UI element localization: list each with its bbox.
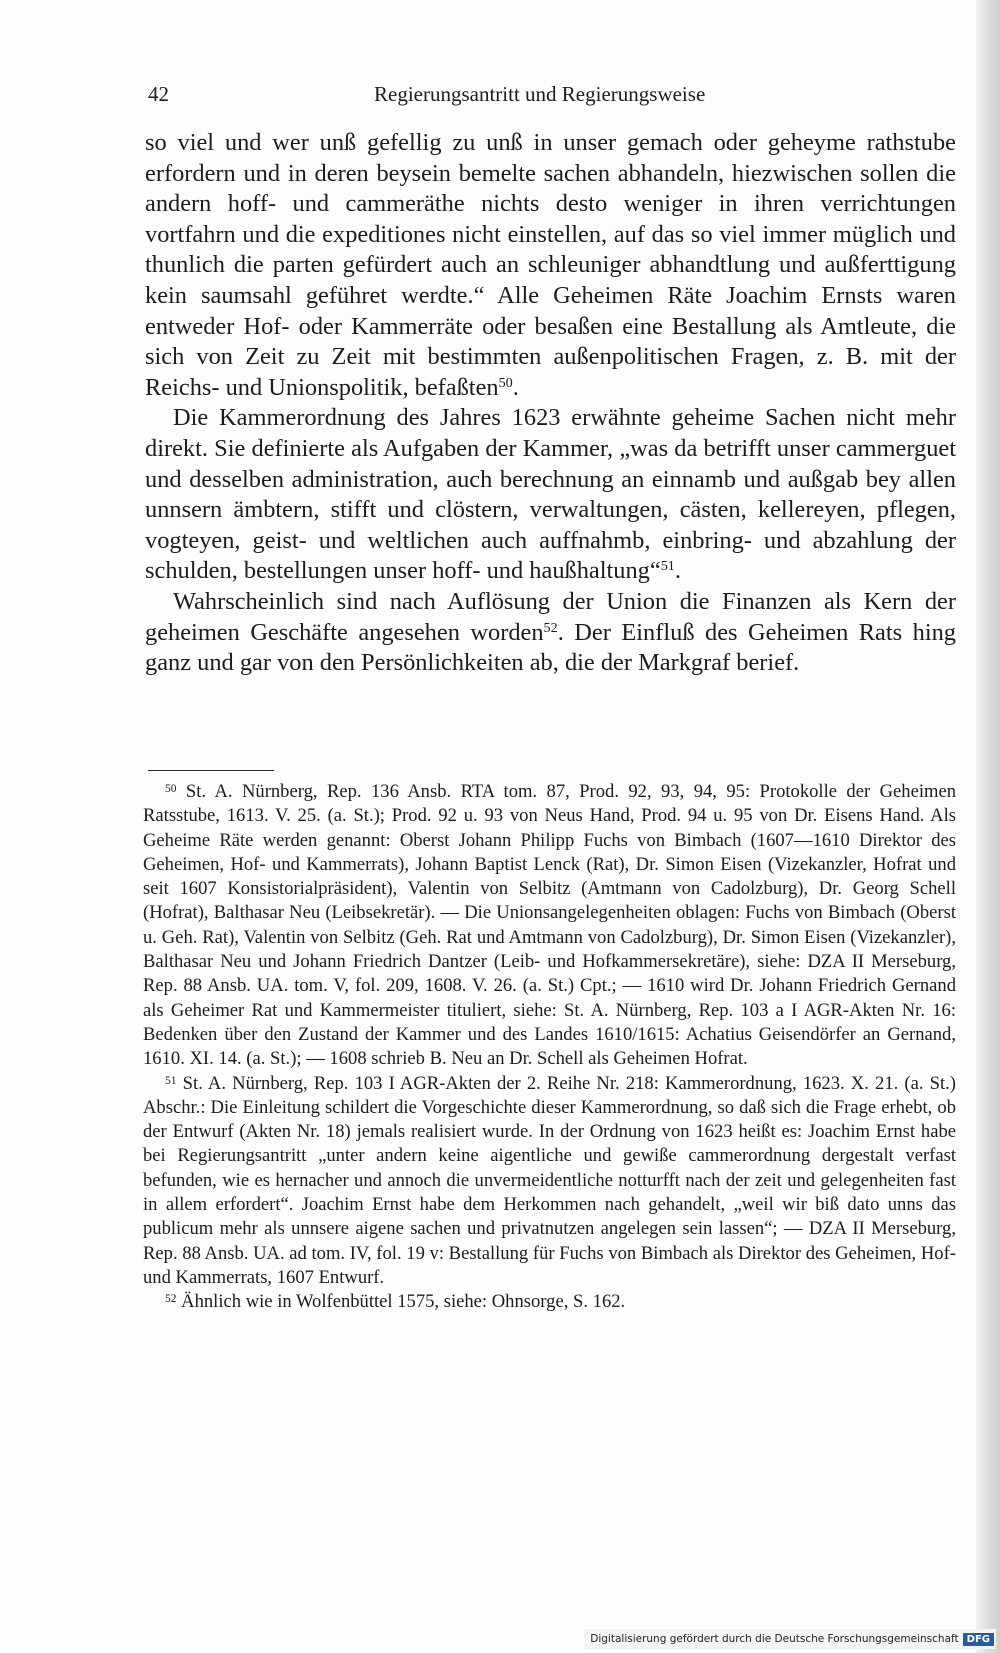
paragraph [145,587,956,679]
paragraph-text: Wahrscheinlich sind nach Auflösung der Union die Finanzen als Kern der geheimen Geschäfte angesehen worden [145,587,956,646]
paragraph-text: so viel und wer unß gefellig zu unß in unser gemach oder geheyme rathstube erfordern und in deren beysein bemelte sachen abhandeln, hiezwischen sollen die andern hoff- und cammeräthe nichts desto weniger in ihren verrichtungen vortfahrn und die expeditiones nicht einstellen, auf das so viel immer müglich und thunlich die parten gefürdert auch an schleuniger abhandtlung und außferttigung kein saumsahl geführet werdte.“ Alle Geheimen Räte Joachim Ernsts waren entweder Hof- oder Kammerräte oder besaßen eine Bestallung als Amtleute, die sich von Zeit zu Zeit mit bestimmten außenpolitischen Fragen, z. B. mit der Reichs- und Unionspolitik, befaßten [145,129,956,401]
paragraph-text: Die Kammerordnung des Jahres 1623 erwähnte geheime Sachen nicht mehr direkt. Sie definierte als Aufgaben der Kammer, „was da betrifft unser cammerguet und desselben administration, auch berechnung an einnamb und außgab bey allen unnsern ämbtern, stifft und clöstern, verwaltungen, cästen, kellereyen, pflegen, vogteyen, geist- und weltlichen auch auffnahmb, einbring- und abzahlung der schulden, bestellungen unser hoff- und haußhaltung“ [145,404,956,585]
footnote [143,1072,956,1291]
paragraph [145,403,956,587]
footnote-text: St. A. Nürnberg, Rep. 136 Ansb. RTA tom. 87, Prod. 92, 93, 94, 95: Protokolle der Geheimen Ratsstube, 1613. V. 25. (a. St.); Prod. 92 u. 93 von Neus Hand, Prod. 94 u. 95 von Dr. Eisens Hand. Als Geheime Räte werden genannt: Oberst Johann Philipp Fuchs von Bimbach (1607—1610 Direktor des Geheimen, Hof- und Kammerrats), Johann Baptist Lenck (Rat), Dr. Simon Eisen (Vizekanzler, Hofrat und seit 1607 Konsistorialpräsident), Valentin von Selbitz (Amtmann von Cadolzburg), Dr. Georg Schell (Hofrat), Balthasar Neu (Leibsekretär). — Die Unionsangelegenheiten oblagen: Fuchs von Bimbach (Oberst u. Geh. Rat), Valentin von Selbitz (Geh. Rat und Amtmann von Cadolzburg), Dr. Simon Eisen (Vizekanzler), Balthasar Neu und Johann Friedrich Dantzer (Leib- und Hofkammersekretäre), siehe: DZA II Merseburg, Rep. 88 Ansb. UA. tom. V, fol. 209, 1608. V. 26. (a. St.) Cpt.; — 1610 wird Dr. Johann Friedrich Gernand als Geheimer Rat und Kammermeister tituliert, siehe: St. A. Nürnberg, Rep. 103 a I AGR-Akten Nr. 16: Bedenken über den Zustand der Kammer und des Landes 1610/1615: Achatius Geisendörfer an Gernand, 1610. XI. 14. (a. St.); — 1608 schrieb B. Neu an Dr. Schell als Geheimen Hofrat. [143,781,956,1070]
credit-text: Digitalisierung gefördert durch die Deutsche Forschungsgemeinschaft [590,1633,959,1645]
page-header [148,82,728,112]
footnote-text: St. A. Nürnberg, Rep. 103 I AGR-Akten der 2. Reihe Nr. 218: Kammerordnung, 1623. X. 21. (a. St.) Abschr.: Die Einleitung schildert die Vorgeschichte dieser Kammerordnung, so daß sich die Frage erhebt, ob der Entwurf (Akten Nr. 18) jemals realisiert wurde. In der Ordnung von 1623 heißt es: Joachim Ernst habe bei Regierungsantritt „unter andern keine aigentliche und gewiße cammerordnung dergestalt verfast befunden, wie es hernacher und annoch die unvermeidentliche notturfft nach der zeit und gelegenheiten fast in allem erfordert“. Joachim Ernst habe dem Herkommen nach gehandelt, „weil wir biß dato unns das publicum mehr als unnsere aigene sachen und privatnutzen angelegen sein lassen“; — DZA II Merseburg, Rep. 88 Ansb. UA. ad tom. IV, fol. 19 v: Bestallung für Fuchs von Bimbach als Direktor des Geheimen, Hof- und Kammerrats, 1607 Entwurf. [143,1072,956,1288]
footnote [143,1290,956,1314]
dfg-logo: DFG [963,1633,994,1646]
footnote-number: 52 [165,1293,177,1306]
paragraph [145,128,956,403]
paragraph-text-tail: . [674,557,681,585]
footnote-text: Ähnlich wie in Wolfenbüttel 1575, siehe: Ohnsorge, S. 162. [176,1291,626,1313]
paragraph-text-tail: . [512,373,519,401]
footnotes [143,780,956,1315]
footnote [143,780,956,1072]
footnote-reference: 51 [660,558,675,575]
paragraph-text-tail: . Der Einfluß des Geheimen Rats hing ganz und gar von den Persönlichkeiten ab, die der Markgraf berief. [145,618,956,677]
footnote-number: 51 [165,1074,177,1087]
main-text [145,128,956,679]
footnote-number: 50 [165,782,177,795]
running-title: Regierungsantritt und Regierungsweise [374,82,706,106]
funding-credit [584,1629,996,1649]
page-number: 42 [148,82,169,106]
footnote-reference: 52 [543,619,558,636]
page-gutter-shadow [976,0,1000,1653]
footnote-reference: 50 [498,374,513,391]
footnote-separator [148,770,274,771]
